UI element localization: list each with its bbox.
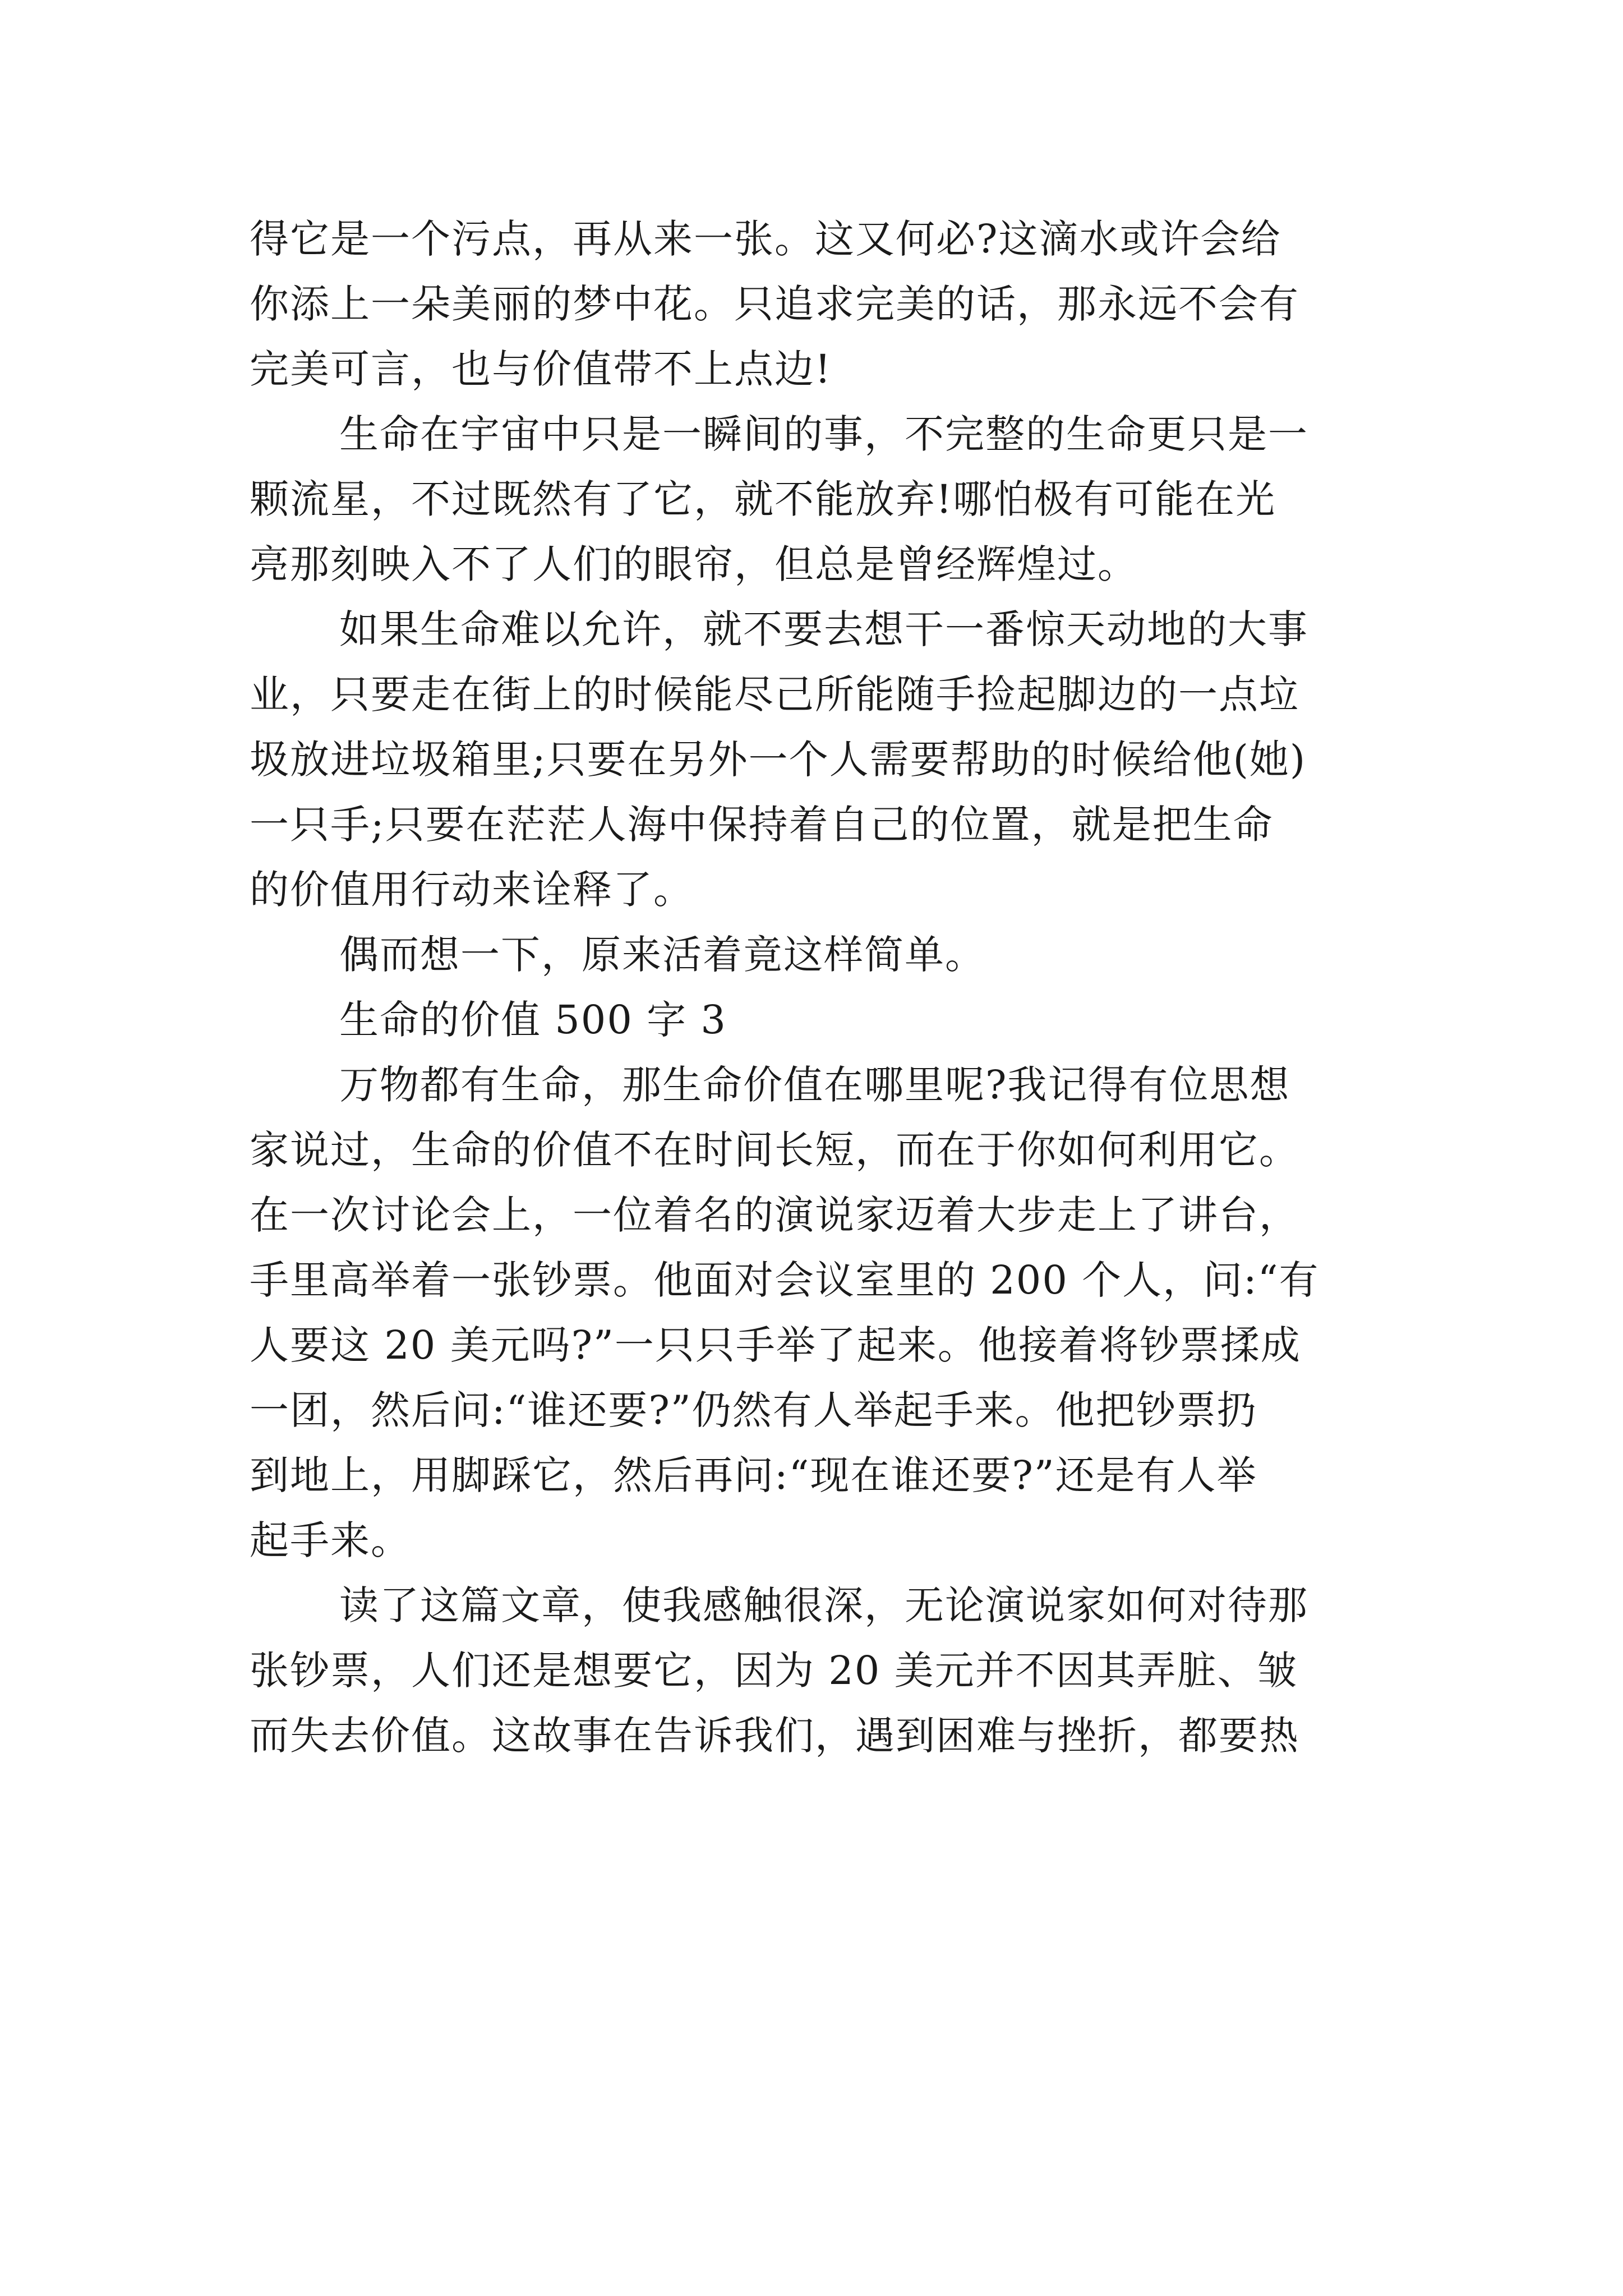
- text-line: 业，只要走在街上的时候能尽己所能随手捡起脚边的一点垃: [250, 671, 1299, 717]
- text-line: 在一次讨论会上，一位着名的演说家迈着大步走上了讲台，: [250, 1192, 1299, 1238]
- paragraph-start-line: 生命在宇宙中只是一瞬间的事，不完整的生命更只是一: [339, 411, 1308, 457]
- text-line: 张钞票，人们还是想要它，因为 20 美元并不因其弄脏、皱: [250, 1648, 1298, 1694]
- text-line: 的价值用行动来诠释了。: [250, 867, 694, 913]
- paragraph-start-line: 如果生命难以允许，就不要去想干一番惊天动地的大事: [339, 606, 1308, 652]
- text-line: 亮那刻映入不了人们的眼帘，但总是曾经辉煌过。: [250, 541, 1138, 587]
- text-line: 一团，然后问:“谁还要?”仍然有人举起手来。他把钞票扔: [250, 1387, 1257, 1433]
- section-heading: 生命的价值 500 字 3: [339, 997, 727, 1043]
- text-line: 起手来。: [250, 1517, 411, 1563]
- text-line: 而失去价值。这故事在告诉我们，遇到困难与挫折，都要热: [250, 1713, 1299, 1759]
- text-line: 手里高举着一张钞票。他面对会议室里的 200 个人，问:“有: [250, 1257, 1320, 1303]
- text-line: 到地上，用脚踩它，然后再问:“现在谁还要?”还是有人举: [250, 1452, 1257, 1498]
- text-line: 一只手;只要在茫茫人海中保持着自己的位置，就是把生命: [250, 802, 1274, 848]
- paragraph-start-line: 读了这篇文章，使我感触很深，无论演说家如何对待那: [339, 1582, 1308, 1628]
- text-line: 圾放进垃圾箱里;只要在另外一个人需要帮助的时候给他(她): [250, 737, 1307, 783]
- paragraph-start-line: 万物都有生命，那生命价值在哪里呢?我记得有位思想: [339, 1062, 1290, 1108]
- document-body: [250, 206, 1388, 1768]
- text-line: 颗流星，不过既然有了它，就不能放弃!哪怕极有可能在光: [250, 476, 1276, 522]
- text-line: 你添上一朵美丽的梦中花。只追求完美的话，那永远不会有: [250, 281, 1299, 327]
- text-line: 完美可言，也与价值带不上点边!: [250, 346, 832, 392]
- text-line: 得它是一个污点，再从来一张。这又何必?这滴水或许会给: [250, 216, 1281, 262]
- paragraph-start-line: 偶而想一下，原来活着竟这样简单。: [339, 932, 985, 978]
- text-line: 家说过，生命的价值不在时间长短，而在于你如何利用它。: [250, 1127, 1299, 1173]
- text-line: 人要这 20 美元吗?”一只只手举了起来。他接着将钞票揉成: [250, 1322, 1301, 1368]
